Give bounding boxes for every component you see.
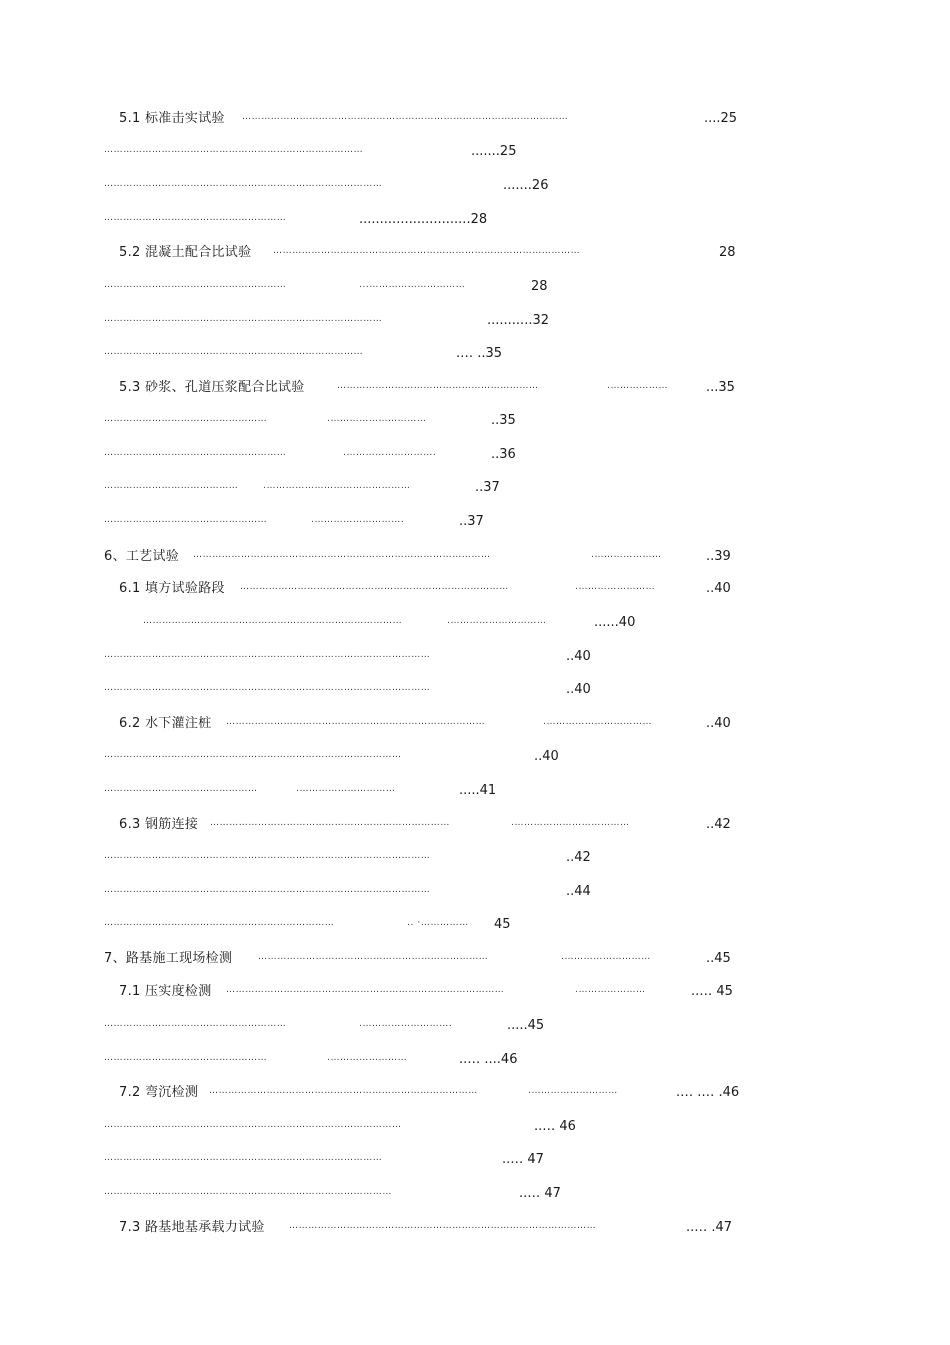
toc-entry-page-number: ...........................28 xyxy=(359,212,488,227)
toc-entry[interactable] xyxy=(0,815,950,835)
toc-entry-leader: ………………………………………………………………………………… xyxy=(193,550,491,560)
toc-entry[interactable] xyxy=(0,1150,950,1170)
toc-entry-page-number: .....41 xyxy=(459,783,497,798)
toc-entry-leader: …………………………………………………………………………………… xyxy=(273,246,581,256)
toc-entry[interactable] xyxy=(0,411,950,431)
toc-entry-page-number: ..42 xyxy=(566,850,591,865)
toc-entry[interactable] xyxy=(0,781,950,801)
toc-entry-leader: ………………………………………………………………………………… xyxy=(104,750,402,760)
toc-entry-leader: …………………………………………… xyxy=(104,414,268,424)
toc-entry[interactable] xyxy=(0,243,950,263)
toc-entry-title: 6.2 水下灌注桩 xyxy=(119,716,212,731)
toc-entry-page-number: ..39 xyxy=(706,549,731,564)
toc-entry[interactable] xyxy=(0,982,950,1002)
toc-entry-leader: ……………………………………………………………………… xyxy=(226,717,486,727)
toc-entry-leader: …………………………………… xyxy=(104,481,239,491)
toc-entry-leader-secondary: .…………………… xyxy=(327,1053,408,1063)
toc-entry[interactable] xyxy=(0,277,950,297)
toc-entry-leader: ……………………………………………………………………………… xyxy=(104,1187,392,1197)
toc-entry-page-number: 28 xyxy=(531,279,548,294)
toc-entry-page-number: 28 xyxy=(719,245,736,260)
toc-entry-page-number: ..… 47 xyxy=(519,1186,561,1201)
toc-entry-title: 7.2 弯沉检测 xyxy=(119,1085,199,1100)
toc-entry-leader: ………………………………………………………………………… xyxy=(240,582,509,592)
toc-entry[interactable] xyxy=(0,949,950,969)
toc-entry[interactable] xyxy=(0,747,950,767)
toc-entry[interactable] xyxy=(0,1016,950,1036)
toc-entry-leader-secondary: .………………………… xyxy=(296,784,396,794)
toc-entry[interactable] xyxy=(0,848,950,868)
toc-entry-leader-secondary: ...………………………… xyxy=(359,280,466,290)
toc-entry-leader: ………………………………………………………………………… xyxy=(209,1086,478,1096)
toc-entry-title: 5.3 砂浆、孔道压浆配合比试验 xyxy=(119,380,305,395)
toc-entry-page-number: ..40 xyxy=(706,716,731,731)
toc-entry-leader: …………………………………………… xyxy=(104,515,268,525)
toc-entry-leader: …………………………………………………………………………… xyxy=(104,314,383,324)
toc-entry-leader: ………………………………………………………………………………………… xyxy=(104,885,431,895)
toc-entry-title: 7、路基施工现场检测 xyxy=(104,951,233,966)
toc-entry-leader: ……………………………………………………………… xyxy=(104,918,335,928)
toc-entry-page-number: ...35 xyxy=(706,380,735,395)
toc-entry-title: 7.1 压实度检测 xyxy=(119,984,212,999)
toc-entry-leader-secondary: .………………………. xyxy=(311,515,405,525)
toc-entry-leader: ………………………………………………… xyxy=(104,1019,287,1029)
toc-entry-leader-secondary: .………………………… xyxy=(447,616,547,626)
toc-entry-page-number: ..36 xyxy=(491,447,516,462)
toc-entry-leader-secondary: .……………………………… xyxy=(511,818,630,828)
toc-entry-page-number: ..… 45 xyxy=(691,984,733,999)
toc-entry-leader: …………………………………………………………………………… xyxy=(104,1153,383,1163)
toc-entry-title: 7.3 路基地基承载力试验 xyxy=(119,1220,265,1235)
toc-entry-leader: ……………………………………………………………………… xyxy=(143,616,403,626)
toc-entry[interactable] xyxy=(0,378,950,398)
toc-entry-leader: ………………………………………………………………………………… xyxy=(104,1120,402,1130)
toc-entry[interactable] xyxy=(0,882,950,902)
toc-entry-leader: ……………………………………………………………………… xyxy=(104,145,364,155)
toc-entry-page-number: ..40 xyxy=(534,749,559,764)
toc-entry-leader: ………………………………………………… xyxy=(104,448,287,458)
toc-entry-page-number: ..40 xyxy=(566,649,591,664)
toc-entry-leader: …………………………………………………………………………………… xyxy=(289,1221,597,1231)
toc-entry[interactable] xyxy=(0,647,950,667)
toc-entry-leader: ………………………………………………………………………………………… xyxy=(104,683,431,693)
toc-entry-page-number: .......26 xyxy=(503,178,549,193)
toc-entry[interactable] xyxy=(0,512,950,532)
toc-entry-leader-secondary: .………………… xyxy=(591,550,662,560)
toc-entry-leader-secondary: .…………………………… xyxy=(543,717,653,727)
toc-entry[interactable] xyxy=(0,142,950,162)
toc-entry-title: 6.1 填方试验路段 xyxy=(119,581,225,596)
toc-entry-page-number: ..44 xyxy=(566,884,591,899)
toc-entry[interactable] xyxy=(0,1218,950,1238)
toc-entry-leader-secondary: .…………………… xyxy=(575,582,656,592)
toc-entry[interactable] xyxy=(0,1083,950,1103)
toc-entry-page-number: ....25 xyxy=(704,111,738,126)
toc-entry-page-number: ......40 xyxy=(594,615,636,630)
toc-entry-leader-secondary: .……………… xyxy=(607,381,669,391)
toc-entry-leader: ………………………………………………… xyxy=(104,280,287,290)
toc-entry-leader: …………………………………………………………………………… xyxy=(226,985,505,995)
toc-entry-leader: ………………………………………………………………… xyxy=(210,818,450,828)
toc-entry-title: 6、工艺试验 xyxy=(104,549,180,564)
toc-entry-leader: ………………………………………………………………………………………… xyxy=(242,112,569,122)
toc-entry[interactable] xyxy=(0,311,950,331)
toc-entry-leader-secondary: .……………………………………… xyxy=(263,481,411,491)
toc-entry-page-number: ..… 47 xyxy=(502,1152,544,1167)
toc-entry-leader: ……………………………………………………………… xyxy=(258,952,489,962)
toc-entry[interactable] xyxy=(0,1050,950,1070)
toc-entry-title: 6.3 钢筋连接 xyxy=(119,817,199,832)
toc-entry-page-number: ..40 xyxy=(706,581,731,596)
toc-entry-leader: ……………………………………………………… xyxy=(337,381,539,391)
toc-entry[interactable] xyxy=(0,680,950,700)
toc-entry-page-number: .… ..35 xyxy=(456,346,503,361)
toc-entry-page-number: ..… 46 xyxy=(534,1119,576,1134)
toc-entry-page-number: ..45 xyxy=(706,951,731,966)
toc-entry-leader: ………………………………………………………………………………………… xyxy=(104,650,431,660)
toc-entry-leader: ………………………………………… xyxy=(104,784,258,794)
toc-entry-leader: ………………………………………………………………………………………… xyxy=(104,851,431,861)
toc-entry[interactable] xyxy=(0,915,950,935)
toc-entry-leader-secondary: .………………………… xyxy=(327,414,427,424)
toc-entry-page-number: ..42 xyxy=(706,817,731,832)
toc-entry-page-number: ..… .47 xyxy=(686,1220,733,1235)
toc-entry-page-number: .… .… .46 xyxy=(676,1085,740,1100)
toc-entry[interactable] xyxy=(0,210,950,230)
toc-entry[interactable] xyxy=(0,445,950,465)
toc-entry[interactable] xyxy=(0,1117,950,1137)
toc-entry[interactable] xyxy=(0,478,950,498)
toc-entry[interactable] xyxy=(0,547,950,567)
toc-entry-leader-secondary: .………………………. xyxy=(343,448,437,458)
toc-entry-leader-secondary: .. ·…………… xyxy=(407,918,469,928)
toc-entry-leader-secondary: .……………………… xyxy=(528,1086,618,1096)
toc-entry[interactable] xyxy=(0,109,950,129)
toc-entry-leader-secondary: .……………………… xyxy=(561,952,651,962)
toc-entry-page-number: ..35 xyxy=(491,413,516,428)
toc-entry-page-number: .....45 xyxy=(507,1018,545,1033)
toc-entry-leader: …………………………………………… xyxy=(104,1053,268,1063)
toc-entry-leader: ……………………………………………………………………… xyxy=(104,347,364,357)
toc-entry-leader: …………………………………………………………………………… xyxy=(104,179,383,189)
toc-entry-page-number: ...........32 xyxy=(487,313,549,328)
toc-entry-page-number: ..37 xyxy=(475,480,500,495)
toc-entry-leader-secondary: .………………… xyxy=(575,985,646,995)
toc-entry-title: 5.2 混凝土配合比试验 xyxy=(119,245,252,260)
toc-entry-page-number: .......25 xyxy=(471,144,517,159)
toc-entry-leader: ………………………………………………… xyxy=(104,213,287,223)
toc-entry[interactable] xyxy=(0,344,950,364)
toc-entry-page-number: 45 xyxy=(494,917,511,932)
toc-entry-page-number: ..… ....46 xyxy=(459,1052,518,1067)
toc-entry-page-number: ..37 xyxy=(459,514,484,529)
toc-entry-leader-secondary: .………………………. xyxy=(359,1019,453,1029)
toc-entry[interactable] xyxy=(0,613,950,633)
toc-entry[interactable] xyxy=(0,176,950,196)
toc-entry[interactable] xyxy=(0,1184,950,1204)
toc-entry-title: 5.1 标准击实试验 xyxy=(119,111,225,126)
toc-entry[interactable] xyxy=(0,579,950,599)
toc-entry-page-number: ..40 xyxy=(566,682,591,697)
toc-entry[interactable] xyxy=(0,714,950,734)
